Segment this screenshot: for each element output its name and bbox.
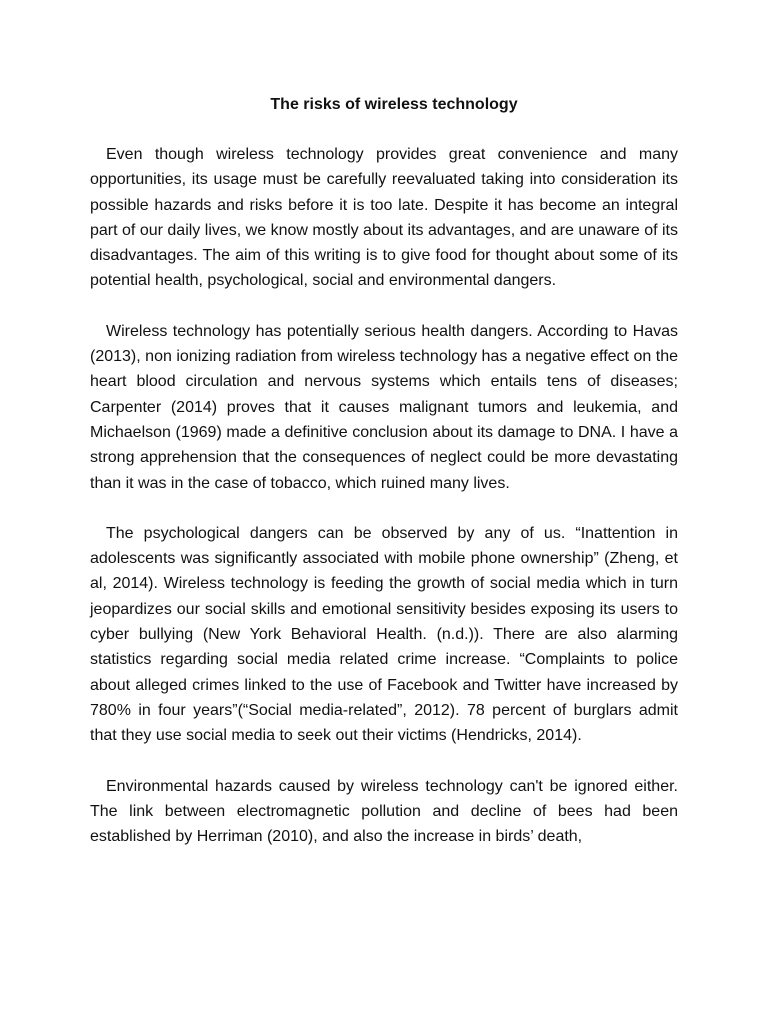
document-title: The risks of wireless technology bbox=[270, 96, 518, 113]
paragraph-intro: Even though wireless technology provides great convenience and many opportunities, its usage must be carefully reevaluated taking into consideration its possible hazards and risks before it is too late. Despite it has become an integral part of our daily lives, we know mostly about its advantages, and are unaware of its disadvantages. The aim of this writing is to give food for thought about some of its potential health, psychological, social and environmental dangers. bbox=[90, 146, 678, 290]
paragraph-health-dangers: Wireless technology has potentially serious health dangers. According to Havas (2013), non ionizing radiation from wireless technology has a negative effect on the heart blood circulation and nervous systems which entails tens of diseases; Carpenter (2014) proves that it causes malignant tumors and leukemia, and Michaelson (1969) made a definitive conclusion about its damage to DNA. I have a strong apprehension that the consequences of neglect could be more devastating than it was in the case of tobacco, which ruined many lives. bbox=[90, 322, 678, 492]
paragraph-psychological-dangers: The psychological dangers can be observed by any of us. “Inattention in adolescents was significantly associated with mobile phone ownership” (Zheng, et al, 2014). Wireless technology is feeding the growth of social media which in turn jeopardizes our social skills and emotional sensitivity besides exposing its users to cyber bullying (New York Behavioral Health. (n.d.)). There are also alarming statistics regarding social media related crime increase. “Complaints to police about alleged crimes linked to the use of Facebook and Twitter have increased by 780% in four years”(“Social media-related”, 2012). 78 percent of burglars admit that they use social media to seek out their victims (Hendricks, 2014). bbox=[90, 524, 678, 745]
paragraph-environmental-hazards: Environmental hazards caused by wireless technology can't be ignored either. The link between electromagnetic pollution and decline of bees had been established by Herriman (2010), and also the increase in birds’ death, bbox=[90, 777, 678, 846]
document-page bbox=[90, 92, 678, 874]
